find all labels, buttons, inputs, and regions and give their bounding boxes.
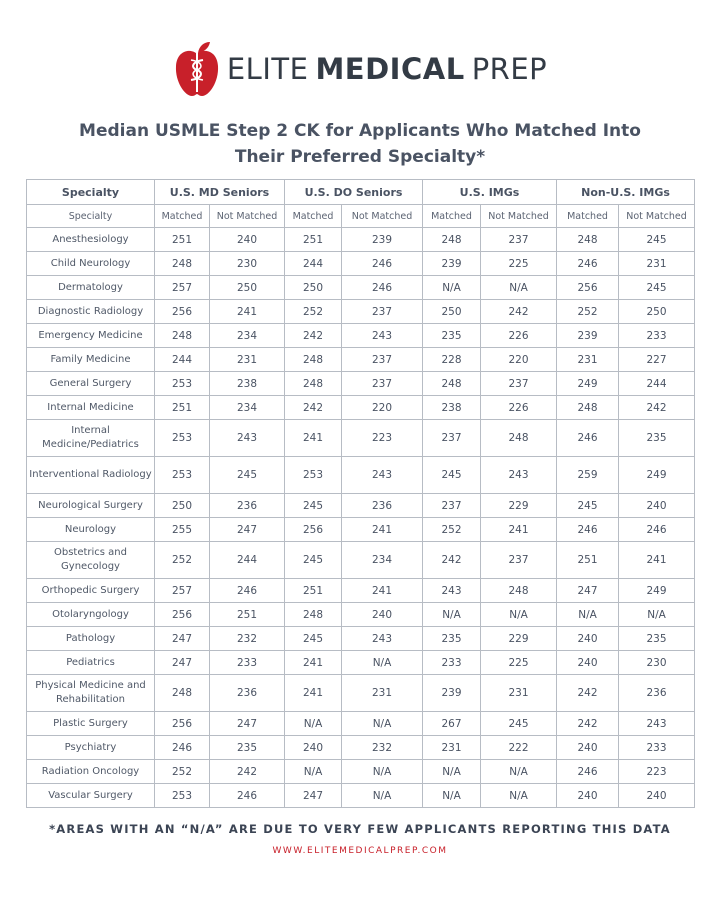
score-cell: 220 [481, 348, 557, 372]
score-cell: 248 [481, 579, 557, 603]
score-cell: 233 [423, 651, 481, 675]
score-cell: 251 [557, 542, 619, 579]
score-cell: 233 [619, 736, 695, 760]
score-cell: 223 [342, 420, 423, 457]
score-cell: 241 [210, 300, 285, 324]
score-cell: 235 [210, 736, 285, 760]
score-cell: N/A [342, 760, 423, 784]
score-cell: 229 [481, 494, 557, 518]
table-row [27, 276, 695, 300]
page-title [0, 118, 720, 170]
table-row [27, 712, 695, 736]
specialty-cell: Internal Medicine/Pediatrics [27, 420, 155, 457]
score-cell: 244 [285, 252, 342, 276]
score-cell: 238 [210, 372, 285, 396]
header-cell: Non-U.S. IMGs [557, 180, 695, 205]
score-cell: 246 [210, 784, 285, 808]
table-row [27, 252, 695, 276]
score-cell: 230 [210, 252, 285, 276]
brand-name-part: PREP [471, 52, 548, 86]
score-cell: 225 [481, 252, 557, 276]
specialty-cell: Vascular Surgery [27, 784, 155, 808]
score-cell: N/A [619, 603, 695, 627]
score-cell: 243 [342, 457, 423, 494]
score-cell: 242 [557, 712, 619, 736]
score-cell: 240 [619, 784, 695, 808]
score-cell: 246 [619, 518, 695, 542]
specialty-cell: Interventional Radiology [27, 457, 155, 494]
table-row [27, 494, 695, 518]
score-cell: 243 [210, 420, 285, 457]
score-cell: 252 [155, 542, 210, 579]
header-cell: U.S. DO Seniors [285, 180, 423, 205]
score-cell: 229 [481, 627, 557, 651]
score-cell: 239 [423, 252, 481, 276]
score-cell: 247 [210, 518, 285, 542]
score-cell: 249 [619, 457, 695, 494]
score-cell: 245 [285, 627, 342, 651]
score-cell: 256 [155, 300, 210, 324]
score-cell: 232 [210, 627, 285, 651]
score-cell: 226 [481, 324, 557, 348]
score-cell: 236 [210, 675, 285, 712]
score-cell: 225 [481, 651, 557, 675]
table-row [27, 760, 695, 784]
score-cell: 250 [210, 276, 285, 300]
score-cell: 240 [342, 603, 423, 627]
score-cell: 241 [342, 579, 423, 603]
subheader-cell: Matched [423, 205, 481, 228]
score-cell: 252 [557, 300, 619, 324]
score-cell: 240 [557, 651, 619, 675]
score-cell: 245 [285, 494, 342, 518]
score-cell: 248 [285, 348, 342, 372]
score-cell: N/A [557, 603, 619, 627]
subheader-cell: Matched [285, 205, 342, 228]
website-link[interactable]: WWW.ELITEMEDICALPREP.COM [272, 846, 448, 856]
score-cell: 252 [423, 518, 481, 542]
score-cell: 231 [557, 348, 619, 372]
subheader-cell: Matched [557, 205, 619, 228]
score-cell: 231 [210, 348, 285, 372]
score-cell: 241 [619, 542, 695, 579]
table-row [27, 396, 695, 420]
score-cell: 255 [155, 518, 210, 542]
score-cell: 246 [557, 760, 619, 784]
table-row [27, 675, 695, 712]
brand-name-part-bold: MEDICAL [315, 52, 465, 86]
table-row [27, 736, 695, 760]
score-cell: 243 [342, 324, 423, 348]
score-cell: 247 [155, 651, 210, 675]
score-cell: 222 [481, 736, 557, 760]
score-cell: 245 [619, 276, 695, 300]
score-cell: 235 [619, 420, 695, 457]
score-cell: 237 [423, 494, 481, 518]
score-cell: N/A [481, 276, 557, 300]
score-cell: 234 [210, 324, 285, 348]
subheader-cell: Matched [155, 205, 210, 228]
score-cell: 236 [619, 675, 695, 712]
score-cell: 235 [619, 627, 695, 651]
specialty-cell: Pediatrics [27, 651, 155, 675]
score-cell: 241 [342, 518, 423, 542]
specialty-cell: Emergency Medicine [27, 324, 155, 348]
score-cell: 245 [285, 542, 342, 579]
specialty-cell: Internal Medicine [27, 396, 155, 420]
score-cell: 223 [619, 760, 695, 784]
footnote: *AREAS WITH AN “N/A” ARE DUE TO VERY FEW APPLICANTS REPORTING THIS DATA [49, 822, 671, 836]
score-cell: 242 [210, 760, 285, 784]
score-cell: N/A [423, 784, 481, 808]
score-cell: 243 [619, 712, 695, 736]
score-cell: 239 [557, 324, 619, 348]
brand-name-part: ELITE [226, 52, 309, 86]
score-cell: 243 [342, 627, 423, 651]
score-cell: 237 [481, 372, 557, 396]
score-cell: 253 [155, 784, 210, 808]
score-cell: 232 [342, 736, 423, 760]
score-cell: 231 [423, 736, 481, 760]
specialty-cell: Anesthesiology [27, 228, 155, 252]
score-cell: 256 [155, 712, 210, 736]
specialty-cell: Plastic Surgery [27, 712, 155, 736]
specialty-cell: Otolaryngology [27, 603, 155, 627]
specialty-cell: Child Neurology [27, 252, 155, 276]
score-cell: 245 [210, 457, 285, 494]
score-cell: 250 [423, 300, 481, 324]
score-cell: N/A [423, 603, 481, 627]
score-cell: 237 [342, 348, 423, 372]
score-cell: 227 [619, 348, 695, 372]
score-cell: 247 [155, 627, 210, 651]
score-cell: 244 [619, 372, 695, 396]
score-cell: 249 [619, 579, 695, 603]
specialty-cell: General Surgery [27, 372, 155, 396]
score-cell: N/A [342, 784, 423, 808]
score-cell: 234 [210, 396, 285, 420]
score-cell: 240 [210, 228, 285, 252]
score-cell: 253 [285, 457, 342, 494]
score-cell: 246 [557, 252, 619, 276]
table-row [27, 784, 695, 808]
score-cell: 248 [285, 603, 342, 627]
score-cell: 231 [481, 675, 557, 712]
specialty-cell: Orthopedic Surgery [27, 579, 155, 603]
score-cell: 256 [155, 603, 210, 627]
score-cell: 239 [342, 228, 423, 252]
score-cell: 242 [557, 675, 619, 712]
title-line-2: Their Preferred Specialty* [234, 147, 486, 167]
score-cell: 245 [423, 457, 481, 494]
score-cell: 240 [557, 736, 619, 760]
score-cell: N/A [481, 784, 557, 808]
score-cell: 251 [155, 396, 210, 420]
score-cell: 248 [423, 372, 481, 396]
score-cell: 245 [557, 494, 619, 518]
score-cell: 253 [155, 457, 210, 494]
score-cell: 244 [155, 348, 210, 372]
score-cell: 242 [423, 542, 481, 579]
score-cell: 234 [342, 542, 423, 579]
score-cell: 247 [285, 784, 342, 808]
score-cell: 250 [619, 300, 695, 324]
score-cell: 246 [155, 736, 210, 760]
subheader-cell: Not Matched [481, 205, 557, 228]
specialty-cell: Family Medicine [27, 348, 155, 372]
header-cell: U.S. IMGs [423, 180, 557, 205]
score-cell: 242 [285, 396, 342, 420]
score-cell: 242 [619, 396, 695, 420]
score-cell: 251 [285, 579, 342, 603]
score-cell: 267 [423, 712, 481, 736]
score-cell: 246 [557, 518, 619, 542]
score-cell: 241 [481, 518, 557, 542]
score-cell: 248 [155, 675, 210, 712]
score-cell: 242 [481, 300, 557, 324]
score-cell: 253 [155, 372, 210, 396]
specialty-cell: Diagnostic Radiology [27, 300, 155, 324]
subheader-cell: Not Matched [210, 205, 285, 228]
table-row [27, 300, 695, 324]
score-cell: 238 [423, 396, 481, 420]
score-cell: 257 [155, 579, 210, 603]
table-row [27, 420, 695, 457]
table-header-row [27, 180, 695, 205]
table-row [27, 324, 695, 348]
brand-wordmark [227, 52, 547, 86]
table-row [27, 228, 695, 252]
score-cell: 241 [285, 651, 342, 675]
score-cell: 248 [557, 228, 619, 252]
specialty-cell: Dermatology [27, 276, 155, 300]
score-cell: 220 [342, 396, 423, 420]
score-cell: N/A [285, 712, 342, 736]
score-cell: 243 [481, 457, 557, 494]
score-cell: 246 [557, 420, 619, 457]
score-cell: 246 [342, 252, 423, 276]
score-cell: 245 [619, 228, 695, 252]
score-cell: 248 [423, 228, 481, 252]
score-cell: 237 [481, 228, 557, 252]
score-cell: 233 [619, 324, 695, 348]
score-cell: 240 [557, 784, 619, 808]
score-cell: N/A [423, 760, 481, 784]
table-row [27, 348, 695, 372]
score-cell: 250 [285, 276, 342, 300]
table-row [27, 603, 695, 627]
score-cell: 247 [210, 712, 285, 736]
score-cell: 246 [342, 276, 423, 300]
subheader-cell: Not Matched [619, 205, 695, 228]
table-row [27, 457, 695, 494]
specialty-cell: Physical Medicine and Rehabilitation [27, 675, 155, 712]
score-cell: 248 [285, 372, 342, 396]
header-cell: U.S. MD Seniors [155, 180, 285, 205]
score-cell: 239 [423, 675, 481, 712]
subheader-cell: Specialty [27, 205, 155, 228]
table-row [27, 627, 695, 651]
score-cell: 247 [557, 579, 619, 603]
score-cell: 248 [557, 396, 619, 420]
subheader-cell: Not Matched [342, 205, 423, 228]
score-cell: 231 [342, 675, 423, 712]
score-cell: 246 [210, 579, 285, 603]
score-cell: 235 [423, 627, 481, 651]
score-cell: 250 [155, 494, 210, 518]
score-cell: 245 [481, 712, 557, 736]
score-cell: 236 [210, 494, 285, 518]
table-row [27, 542, 695, 579]
score-cell: 248 [481, 420, 557, 457]
score-cell: N/A [342, 712, 423, 736]
score-cell: 243 [423, 579, 481, 603]
score-cell: 237 [342, 372, 423, 396]
table-row [27, 651, 695, 675]
specialty-cell: Neurology [27, 518, 155, 542]
score-cell: N/A [481, 760, 557, 784]
specialty-cell: Radiation Oncology [27, 760, 155, 784]
score-cell: 230 [619, 651, 695, 675]
score-cell: 241 [285, 420, 342, 457]
score-cell: 253 [155, 420, 210, 457]
score-cell: 256 [557, 276, 619, 300]
score-cell: 248 [155, 324, 210, 348]
score-cell: 244 [210, 542, 285, 579]
apple-caduceus-icon [173, 40, 221, 98]
score-cell: 251 [155, 228, 210, 252]
score-cell: 257 [155, 276, 210, 300]
score-cell: N/A [423, 276, 481, 300]
table-row [27, 518, 695, 542]
score-cell: 237 [423, 420, 481, 457]
table-row [27, 579, 695, 603]
score-cell: 242 [285, 324, 342, 348]
score-cell: 248 [155, 252, 210, 276]
score-cell: 240 [619, 494, 695, 518]
score-cell: 251 [210, 603, 285, 627]
score-cell: 233 [210, 651, 285, 675]
score-cell: 252 [285, 300, 342, 324]
specialty-cell: Obstetrics and Gynecology [27, 542, 155, 579]
specialty-cell: Neurological Surgery [27, 494, 155, 518]
score-cell: 236 [342, 494, 423, 518]
score-cell: 249 [557, 372, 619, 396]
specialty-cell: Psychiatry [27, 736, 155, 760]
score-cell: N/A [481, 603, 557, 627]
specialty-cell: Pathology [27, 627, 155, 651]
score-cell: 237 [342, 300, 423, 324]
score-cell: 226 [481, 396, 557, 420]
score-cell: 240 [285, 736, 342, 760]
score-cell: 235 [423, 324, 481, 348]
table-row [27, 372, 695, 396]
score-cell: N/A [285, 760, 342, 784]
score-cell: 228 [423, 348, 481, 372]
score-cell: 241 [285, 675, 342, 712]
score-cell: N/A [342, 651, 423, 675]
scores-table [26, 179, 695, 808]
score-cell: 237 [481, 542, 557, 579]
score-cell: 251 [285, 228, 342, 252]
header-cell: Specialty [27, 180, 155, 205]
score-cell: 259 [557, 457, 619, 494]
title-line-1: Median USMLE Step 2 CK for Applicants Who Matched Into [79, 121, 641, 141]
table-subheader-row [27, 205, 695, 228]
score-cell: 231 [619, 252, 695, 276]
score-cell: 240 [557, 627, 619, 651]
score-cell: 256 [285, 518, 342, 542]
brand-logo [0, 40, 720, 98]
score-cell: 252 [155, 760, 210, 784]
